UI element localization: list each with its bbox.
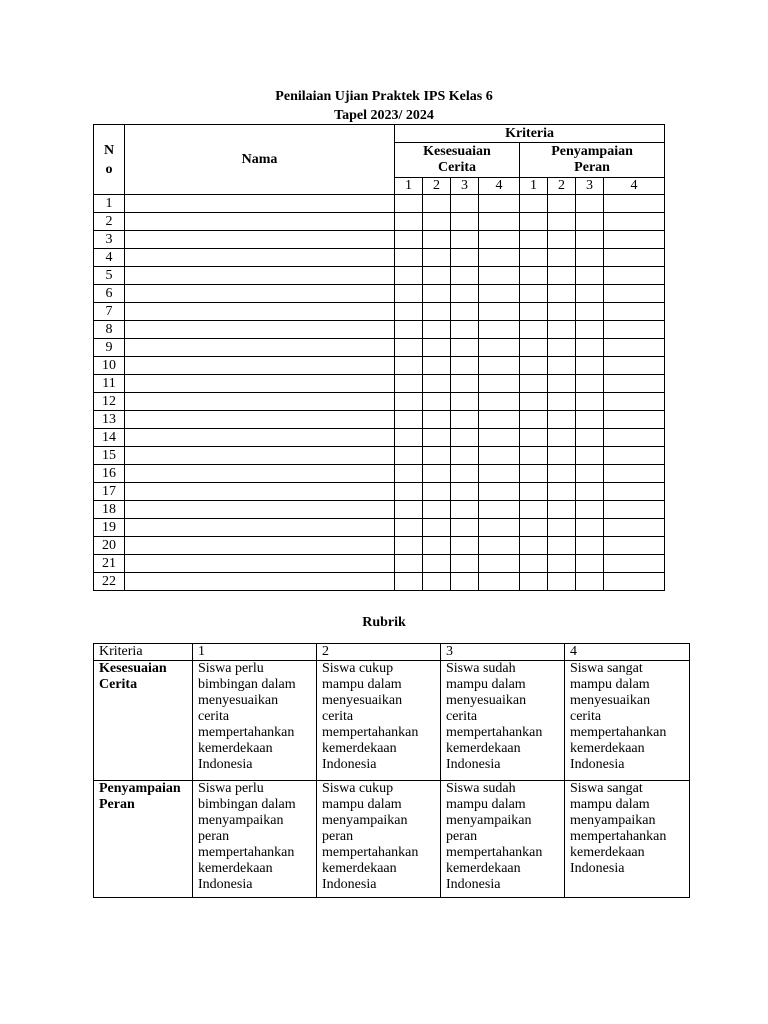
score-cell[interactable]: [423, 285, 451, 303]
score-cell[interactable]: [576, 213, 604, 231]
row-number: 9: [94, 339, 125, 357]
name-cell[interactable]: [125, 339, 395, 357]
score-cell[interactable]: [576, 447, 604, 465]
name-cell[interactable]: [125, 249, 395, 267]
student-row: [94, 483, 665, 501]
score-cell[interactable]: [479, 573, 520, 591]
rubric-header-level: 4: [565, 644, 690, 661]
student-row: [94, 357, 665, 375]
student-row: [94, 393, 665, 411]
name-cell[interactable]: [125, 483, 395, 501]
score-cell[interactable]: [479, 501, 520, 519]
score-cell[interactable]: [576, 483, 604, 501]
rubric-cell: Siswa cukup mampu dalam menyesuaikan cerita mempertahankan kemerdekaan Indonesia: [317, 661, 441, 781]
row-number: 15: [94, 447, 125, 465]
row-number: 10: [94, 357, 125, 375]
score-cell[interactable]: [451, 195, 479, 213]
row-number: 13: [94, 411, 125, 429]
score-cell[interactable]: [604, 357, 665, 375]
score-cell[interactable]: [395, 195, 423, 213]
score-cell[interactable]: [520, 231, 548, 249]
score-cell[interactable]: [604, 321, 665, 339]
score-cell[interactable]: [451, 213, 479, 231]
score-cell[interactable]: [451, 393, 479, 411]
score-cell[interactable]: [520, 573, 548, 591]
score-cell[interactable]: [423, 321, 451, 339]
rubric-header-level: 1: [193, 644, 317, 661]
score-cell[interactable]: [451, 555, 479, 573]
score-cell[interactable]: [451, 465, 479, 483]
name-header: Nama: [125, 125, 395, 195]
name-cell[interactable]: [125, 573, 395, 591]
score-cell[interactable]: [576, 339, 604, 357]
row-number: 6: [94, 285, 125, 303]
score-cell[interactable]: [604, 555, 665, 573]
score-cell[interactable]: [479, 267, 520, 285]
rubric-header-kriteria: Kriteria: [94, 644, 193, 661]
score-cell[interactable]: [451, 249, 479, 267]
score-cell[interactable]: [576, 393, 604, 411]
rubric-heading: Rubrik: [362, 615, 406, 630]
row-number: 4: [94, 249, 125, 267]
score-cell[interactable]: [423, 303, 451, 321]
score-table: [93, 124, 665, 591]
score-cell[interactable]: [395, 501, 423, 519]
score-cell[interactable]: [479, 357, 520, 375]
student-row: [94, 537, 665, 555]
score-cell[interactable]: [576, 249, 604, 267]
row-number: 12: [94, 393, 125, 411]
row-number: 2: [94, 213, 125, 231]
score-cell[interactable]: [479, 537, 520, 555]
score-cell[interactable]: [520, 321, 548, 339]
kriteria-header: Kriteria: [395, 125, 665, 143]
name-cell[interactable]: [125, 303, 395, 321]
score-cell[interactable]: [451, 483, 479, 501]
row-number: 7: [94, 303, 125, 321]
student-row: [94, 573, 665, 591]
student-row: [94, 321, 665, 339]
rubric-cell: Siswa cukup mampu dalam menyampaikan peran mempertahankan kemerdekaan Indonesia: [317, 781, 441, 898]
score-cell[interactable]: [604, 447, 665, 465]
score-cell[interactable]: [548, 285, 576, 303]
score-cell[interactable]: [395, 519, 423, 537]
score-label: 2: [548, 178, 576, 195]
name-cell[interactable]: [125, 501, 395, 519]
score-cell[interactable]: [548, 339, 576, 357]
score-cell[interactable]: [548, 465, 576, 483]
score-cell[interactable]: [423, 519, 451, 537]
score-cell[interactable]: [395, 429, 423, 447]
score-cell[interactable]: [576, 321, 604, 339]
score-cell[interactable]: [423, 375, 451, 393]
score-cell[interactable]: [548, 483, 576, 501]
name-cell[interactable]: [125, 411, 395, 429]
score-cell[interactable]: [520, 249, 548, 267]
score-label: 4: [604, 178, 665, 195]
score-cell[interactable]: [548, 213, 576, 231]
score-cell[interactable]: [423, 411, 451, 429]
score-cell[interactable]: [395, 231, 423, 249]
score-cell[interactable]: [395, 339, 423, 357]
score-cell[interactable]: [395, 285, 423, 303]
score-cell[interactable]: [423, 393, 451, 411]
score-cell[interactable]: [576, 501, 604, 519]
row-number: 1: [94, 195, 125, 213]
score-cell[interactable]: [423, 267, 451, 285]
score-cell[interactable]: [395, 555, 423, 573]
score-cell[interactable]: [604, 465, 665, 483]
score-cell[interactable]: [423, 447, 451, 465]
score-cell[interactable]: [395, 267, 423, 285]
score-cell[interactable]: [548, 375, 576, 393]
score-cell[interactable]: [451, 285, 479, 303]
score-cell[interactable]: [395, 465, 423, 483]
score-cell[interactable]: [548, 429, 576, 447]
no-header: N o: [94, 125, 125, 195]
name-cell[interactable]: [125, 447, 395, 465]
rubric-criterion: Penyampaian Peran: [94, 781, 193, 898]
score-cell[interactable]: [479, 213, 520, 231]
student-row: [94, 411, 665, 429]
score-cell[interactable]: [548, 321, 576, 339]
score-cell[interactable]: [520, 393, 548, 411]
score-cell[interactable]: [451, 447, 479, 465]
score-cell[interactable]: [395, 537, 423, 555]
score-cell[interactable]: [576, 267, 604, 285]
score-cell[interactable]: [520, 375, 548, 393]
row-number: 18: [94, 501, 125, 519]
row-number: 16: [94, 465, 125, 483]
score-cell[interactable]: [479, 321, 520, 339]
score-cell[interactable]: [479, 483, 520, 501]
score-cell[interactable]: [479, 447, 520, 465]
score-label: 4: [479, 178, 520, 195]
score-cell[interactable]: [604, 393, 665, 411]
name-cell[interactable]: [125, 321, 395, 339]
score-cell[interactable]: [451, 231, 479, 249]
score-cell[interactable]: [604, 231, 665, 249]
score-cell[interactable]: [576, 303, 604, 321]
row-number: 11: [94, 375, 125, 393]
score-cell[interactable]: [548, 267, 576, 285]
rubric-cell: Siswa sudah mampu dalam menyesuaikan cerita mempertahankan kemerdekaan Indonesia: [441, 661, 565, 781]
criterion-header-penyampaian: Penyampaian Peran: [520, 143, 665, 178]
name-cell[interactable]: [125, 213, 395, 231]
score-cell[interactable]: [423, 537, 451, 555]
score-cell[interactable]: [451, 267, 479, 285]
score-cell[interactable]: [604, 375, 665, 393]
name-cell[interactable]: [125, 195, 395, 213]
score-cell[interactable]: [423, 573, 451, 591]
score-cell[interactable]: [451, 339, 479, 357]
score-cell[interactable]: [423, 249, 451, 267]
score-cell[interactable]: [479, 231, 520, 249]
score-cell[interactable]: [423, 465, 451, 483]
score-cell[interactable]: [548, 555, 576, 573]
score-cell[interactable]: [548, 411, 576, 429]
score-cell[interactable]: [479, 303, 520, 321]
score-cell[interactable]: [604, 303, 665, 321]
score-cell[interactable]: [479, 519, 520, 537]
name-cell[interactable]: [125, 231, 395, 249]
score-cell[interactable]: [479, 339, 520, 357]
score-cell[interactable]: [451, 375, 479, 393]
score-cell[interactable]: [604, 195, 665, 213]
score-cell[interactable]: [479, 393, 520, 411]
score-cell[interactable]: [548, 357, 576, 375]
score-cell[interactable]: [520, 483, 548, 501]
row-number: 8: [94, 321, 125, 339]
name-cell[interactable]: [125, 375, 395, 393]
student-row: [94, 375, 665, 393]
score-cell[interactable]: [395, 447, 423, 465]
name-cell[interactable]: [125, 555, 395, 573]
student-row: [94, 501, 665, 519]
score-label: 2: [423, 178, 451, 195]
score-cell[interactable]: [423, 429, 451, 447]
rubric-cell: Siswa sudah mampu dalam menyampaikan peran mempertahankan kemerdekaan Indonesia: [441, 781, 565, 898]
score-cell[interactable]: [451, 321, 479, 339]
name-cell[interactable]: [125, 465, 395, 483]
score-cell[interactable]: [520, 519, 548, 537]
score-cell[interactable]: [548, 501, 576, 519]
score-cell[interactable]: [604, 249, 665, 267]
score-cell[interactable]: [576, 573, 604, 591]
score-cell[interactable]: [451, 537, 479, 555]
score-cell[interactable]: [479, 249, 520, 267]
score-cell[interactable]: [520, 357, 548, 375]
document-title: Penilaian Ujian Praktek IPS Kelas 6: [275, 89, 493, 104]
name-cell[interactable]: [125, 537, 395, 555]
score-cell[interactable]: [395, 411, 423, 429]
score-cell[interactable]: [520, 555, 548, 573]
score-cell[interactable]: [576, 537, 604, 555]
score-cell[interactable]: [395, 375, 423, 393]
score-cell[interactable]: [604, 537, 665, 555]
score-cell[interactable]: [451, 519, 479, 537]
student-row: [94, 267, 665, 285]
score-cell[interactable]: [520, 501, 548, 519]
score-cell[interactable]: [423, 357, 451, 375]
score-cell[interactable]: [604, 285, 665, 303]
score-cell[interactable]: [548, 519, 576, 537]
score-cell[interactable]: [604, 519, 665, 537]
student-row: [94, 447, 665, 465]
row-number: 17: [94, 483, 125, 501]
criterion-header-kesesuaian: Kesesuaian Cerita: [395, 143, 520, 178]
student-row: [94, 555, 665, 573]
score-cell[interactable]: [604, 573, 665, 591]
score-cell[interactable]: [520, 411, 548, 429]
score-cell[interactable]: [423, 483, 451, 501]
score-cell[interactable]: [451, 303, 479, 321]
rubric-cell: Siswa perlu bimbingan dalam menyesuaikan cerita mempertahankan kemerdekaan Indonesia: [193, 661, 317, 781]
score-cell[interactable]: [576, 231, 604, 249]
score-cell[interactable]: [395, 249, 423, 267]
name-cell[interactable]: [125, 357, 395, 375]
name-cell[interactable]: [125, 285, 395, 303]
row-number: 20: [94, 537, 125, 555]
score-cell[interactable]: [576, 465, 604, 483]
score-cell[interactable]: [576, 555, 604, 573]
row-number: 19: [94, 519, 125, 537]
score-cell[interactable]: [604, 267, 665, 285]
score-cell[interactable]: [423, 213, 451, 231]
score-cell[interactable]: [520, 429, 548, 447]
score-cell[interactable]: [479, 195, 520, 213]
score-cell[interactable]: [548, 447, 576, 465]
score-cell[interactable]: [479, 429, 520, 447]
rubric-criterion: Kesesuaian Cerita: [94, 661, 193, 781]
student-row: [94, 213, 665, 231]
row-number: 21: [94, 555, 125, 573]
score-cell[interactable]: [520, 465, 548, 483]
score-cell[interactable]: [520, 537, 548, 555]
score-cell[interactable]: [395, 357, 423, 375]
score-cell[interactable]: [604, 339, 665, 357]
score-label: 1: [520, 178, 548, 195]
score-label: 3: [576, 178, 604, 195]
name-cell[interactable]: [125, 393, 395, 411]
score-cell[interactable]: [395, 483, 423, 501]
score-cell[interactable]: [548, 573, 576, 591]
score-cell[interactable]: [576, 375, 604, 393]
score-cell[interactable]: [576, 357, 604, 375]
score-cell[interactable]: [423, 195, 451, 213]
score-cell[interactable]: [604, 483, 665, 501]
row-number: 5: [94, 267, 125, 285]
score-cell[interactable]: [576, 285, 604, 303]
document-subtitle: Tapel 2023/ 2024: [334, 108, 434, 123]
score-cell[interactable]: [520, 303, 548, 321]
score-cell[interactable]: [548, 231, 576, 249]
score-cell[interactable]: [520, 267, 548, 285]
score-cell[interactable]: [548, 303, 576, 321]
score-cell[interactable]: [604, 429, 665, 447]
rubric-header-level: 2: [317, 644, 441, 661]
score-cell[interactable]: [548, 195, 576, 213]
score-cell[interactable]: [520, 339, 548, 357]
score-cell[interactable]: [604, 501, 665, 519]
score-cell[interactable]: [479, 465, 520, 483]
score-cell[interactable]: [520, 195, 548, 213]
score-cell[interactable]: [451, 573, 479, 591]
name-cell[interactable]: [125, 429, 395, 447]
score-cell[interactable]: [451, 429, 479, 447]
score-cell[interactable]: [479, 285, 520, 303]
score-cell[interactable]: [548, 537, 576, 555]
score-label: 1: [395, 178, 423, 195]
rubric-header-level: 3: [441, 644, 565, 661]
rubric-cell: Siswa perlu bimbingan dalam menyampaikan peran mempertahankan kemerdekaan Indonesia: [193, 781, 317, 898]
score-cell[interactable]: [479, 555, 520, 573]
row-number: 22: [94, 573, 125, 591]
student-row: [94, 429, 665, 447]
score-cell[interactable]: [520, 447, 548, 465]
score-cell[interactable]: [423, 339, 451, 357]
score-cell[interactable]: [520, 285, 548, 303]
student-row: [94, 195, 665, 213]
score-cell[interactable]: [395, 573, 423, 591]
student-row: [94, 249, 665, 267]
student-row: [94, 285, 665, 303]
score-cell[interactable]: [576, 519, 604, 537]
score-cell[interactable]: [395, 303, 423, 321]
score-cell[interactable]: [395, 393, 423, 411]
score-cell[interactable]: [576, 429, 604, 447]
score-cell[interactable]: [423, 501, 451, 519]
score-cell[interactable]: [548, 393, 576, 411]
rubric-table: [93, 643, 690, 898]
score-cell[interactable]: [451, 357, 479, 375]
score-cell[interactable]: [423, 231, 451, 249]
score-cell[interactable]: [604, 411, 665, 429]
score-cell[interactable]: [576, 195, 604, 213]
score-cell[interactable]: [520, 213, 548, 231]
score-cell[interactable]: [395, 213, 423, 231]
row-number: 3: [94, 231, 125, 249]
score-cell[interactable]: [423, 555, 451, 573]
score-cell[interactable]: [451, 501, 479, 519]
name-cell[interactable]: [125, 519, 395, 537]
score-cell[interactable]: [479, 375, 520, 393]
rubric-cell: Siswa sangat mampu dalam menyampaikan mempertahankan kemerdekaan Indonesia: [565, 781, 690, 898]
student-row: [94, 231, 665, 249]
student-row: [94, 339, 665, 357]
rubric-cell: Siswa sangat mampu dalam menyesuaikan cerita mempertahankan kemerdekaan Indonesia: [565, 661, 690, 781]
student-row: [94, 465, 665, 483]
score-cell[interactable]: [479, 411, 520, 429]
score-cell[interactable]: [395, 321, 423, 339]
score-cell[interactable]: [548, 249, 576, 267]
student-row: [94, 519, 665, 537]
score-label: 3: [451, 178, 479, 195]
score-cell[interactable]: [451, 411, 479, 429]
student-row: [94, 303, 665, 321]
row-number: 14: [94, 429, 125, 447]
score-cell[interactable]: [576, 411, 604, 429]
name-cell[interactable]: [125, 267, 395, 285]
score-cell[interactable]: [604, 213, 665, 231]
